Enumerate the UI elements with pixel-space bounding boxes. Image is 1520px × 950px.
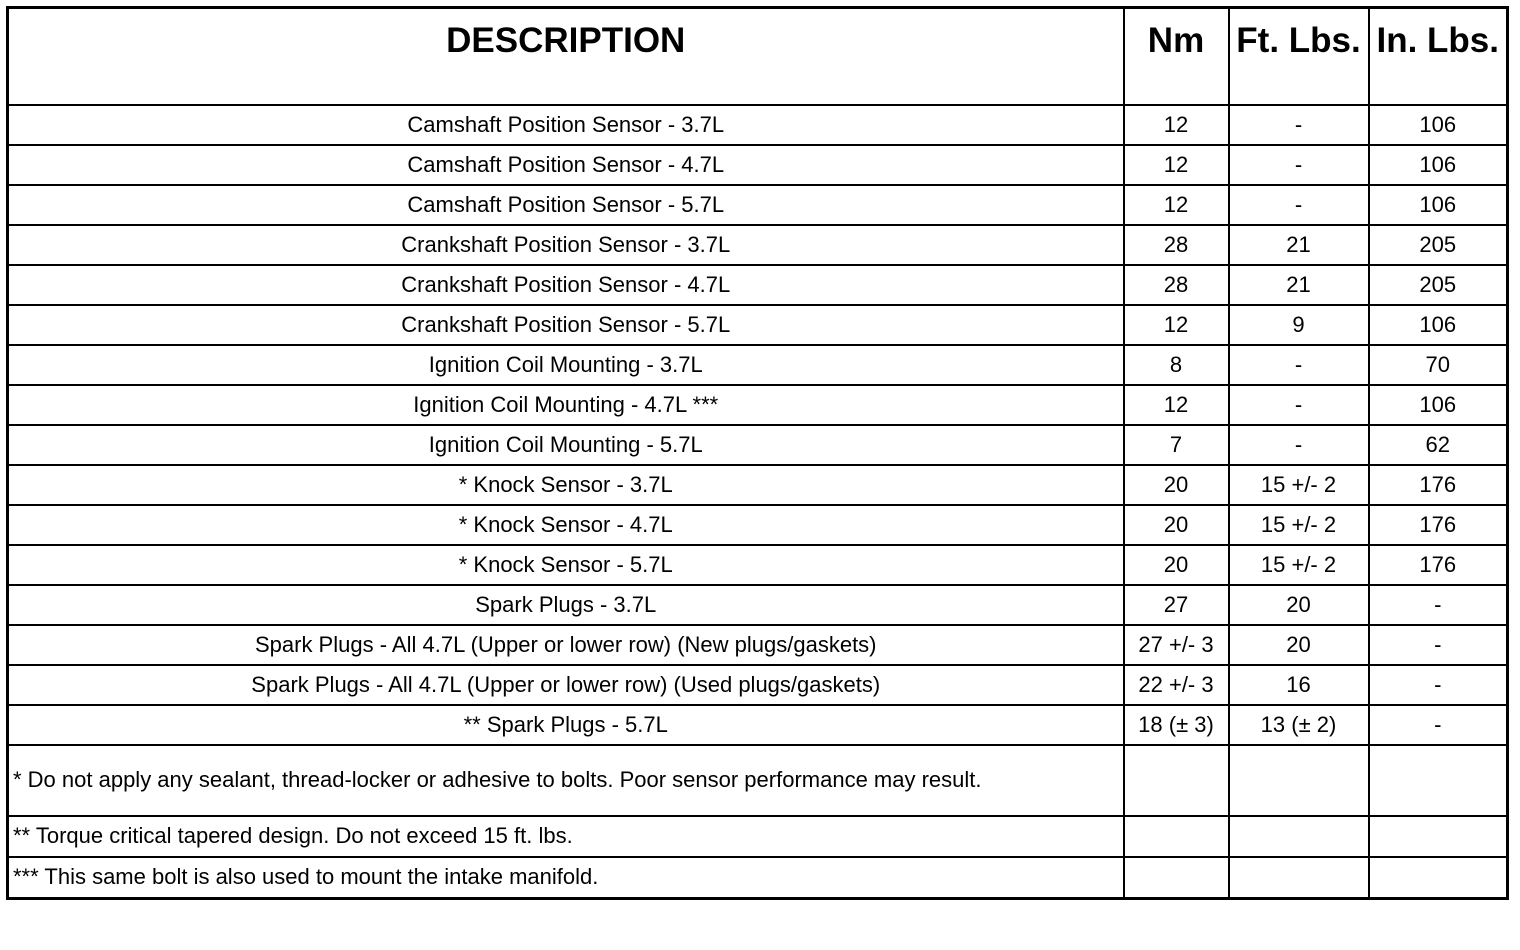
empty-cell — [1229, 857, 1369, 899]
footnote-intake-manifold: *** This same bolt is also used to mount the intake manifold. — [8, 857, 1124, 899]
cell-in-lbs: 106 — [1369, 105, 1508, 145]
table-row — [8, 305, 1508, 345]
cell-in-lbs: 106 — [1369, 185, 1508, 225]
cell-ft-lbs: 13 (± 2) — [1229, 705, 1369, 745]
cell-nm: 27 — [1124, 585, 1229, 625]
empty-cell — [1369, 857, 1508, 899]
cell-ft-lbs: 21 — [1229, 225, 1369, 265]
cell-nm: 12 — [1124, 305, 1229, 345]
empty-cell — [1124, 745, 1229, 816]
cell-nm: 28 — [1124, 265, 1229, 305]
cell-description: Camshaft Position Sensor - 5.7L — [8, 185, 1124, 225]
torque-spec-table — [6, 6, 1509, 900]
cell-description: * Knock Sensor - 5.7L — [8, 545, 1124, 585]
empty-cell — [1369, 816, 1508, 857]
cell-in-lbs: 106 — [1369, 305, 1508, 345]
table-row — [8, 665, 1508, 705]
empty-cell — [1229, 816, 1369, 857]
cell-nm: 28 — [1124, 225, 1229, 265]
cell-description: Camshaft Position Sensor - 3.7L — [8, 105, 1124, 145]
cell-ft-lbs: 15 +/- 2 — [1229, 465, 1369, 505]
cell-description: Spark Plugs - All 4.7L (Upper or lower row) (Used plugs/gaskets) — [8, 665, 1124, 705]
cell-in-lbs: 205 — [1369, 265, 1508, 305]
table-row — [8, 265, 1508, 305]
cell-nm: 27 +/- 3 — [1124, 625, 1229, 665]
cell-description: Spark Plugs - 3.7L — [8, 585, 1124, 625]
cell-in-lbs: 62 — [1369, 425, 1508, 465]
cell-nm: 7 — [1124, 425, 1229, 465]
cell-in-lbs: 106 — [1369, 385, 1508, 425]
empty-cell — [1229, 745, 1369, 816]
cell-ft-lbs: - — [1229, 185, 1369, 225]
table-row — [8, 425, 1508, 465]
cell-ft-lbs: - — [1229, 145, 1369, 185]
cell-description: Crankshaft Position Sensor - 5.7L — [8, 305, 1124, 345]
cell-in-lbs: - — [1369, 665, 1508, 705]
header-in-lbs: In. Lbs. — [1369, 8, 1508, 105]
cell-in-lbs: - — [1369, 705, 1508, 745]
cell-in-lbs: 176 — [1369, 465, 1508, 505]
cell-description: * Knock Sensor - 4.7L — [8, 505, 1124, 545]
table-header-row — [8, 8, 1508, 105]
table-row — [8, 145, 1508, 185]
cell-ft-lbs: 20 — [1229, 585, 1369, 625]
table-row — [8, 105, 1508, 145]
cell-description: Crankshaft Position Sensor - 3.7L — [8, 225, 1124, 265]
table-row — [8, 185, 1508, 225]
cell-nm: 18 (± 3) — [1124, 705, 1229, 745]
cell-ft-lbs: - — [1229, 425, 1369, 465]
cell-ft-lbs: - — [1229, 105, 1369, 145]
cell-description: Camshaft Position Sensor - 4.7L — [8, 145, 1124, 185]
header-description: DESCRIPTION — [8, 8, 1124, 105]
cell-nm: 22 +/- 3 — [1124, 665, 1229, 705]
cell-description: Crankshaft Position Sensor - 4.7L — [8, 265, 1124, 305]
footnote-torque-critical: ** Torque critical tapered design. Do not exceed 15 ft. lbs. — [8, 816, 1124, 857]
cell-in-lbs: 176 — [1369, 545, 1508, 585]
cell-nm: 12 — [1124, 145, 1229, 185]
cell-description: Ignition Coil Mounting - 4.7L *** — [8, 385, 1124, 425]
header-nm: Nm — [1124, 8, 1229, 105]
cell-description: Ignition Coil Mounting - 3.7L — [8, 345, 1124, 385]
footnote-row — [8, 745, 1508, 816]
cell-nm: 12 — [1124, 385, 1229, 425]
cell-ft-lbs: 20 — [1229, 625, 1369, 665]
cell-in-lbs: 205 — [1369, 225, 1508, 265]
cell-nm: 12 — [1124, 105, 1229, 145]
footnote-row — [8, 857, 1508, 899]
cell-nm: 8 — [1124, 345, 1229, 385]
cell-in-lbs: 106 — [1369, 145, 1508, 185]
footnote-sealant — [8, 745, 1124, 816]
table-row — [8, 505, 1508, 545]
cell-in-lbs: 70 — [1369, 345, 1508, 385]
table-row — [8, 385, 1508, 425]
header-ft-lbs: Ft. Lbs. — [1229, 8, 1369, 105]
table-row — [8, 585, 1508, 625]
cell-ft-lbs: 16 — [1229, 665, 1369, 705]
cell-ft-lbs: 9 — [1229, 305, 1369, 345]
table-row — [8, 705, 1508, 745]
cell-nm: 20 — [1124, 465, 1229, 505]
cell-in-lbs: 176 — [1369, 505, 1508, 545]
cell-description: Ignition Coil Mounting - 5.7L — [8, 425, 1124, 465]
cell-ft-lbs: - — [1229, 385, 1369, 425]
cell-description: ** Spark Plugs - 5.7L — [8, 705, 1124, 745]
cell-ft-lbs: - — [1229, 345, 1369, 385]
footnote-sealant-text: * Do not apply any sealant, thread-locker or adhesive to bolts. Poor sensor performance may result. — [13, 767, 982, 792]
cell-nm: 20 — [1124, 505, 1229, 545]
cell-in-lbs: - — [1369, 625, 1508, 665]
cell-ft-lbs: 15 +/- 2 — [1229, 545, 1369, 585]
cell-description: * Knock Sensor - 3.7L — [8, 465, 1124, 505]
cell-nm: 20 — [1124, 545, 1229, 585]
empty-cell — [1124, 816, 1229, 857]
empty-cell — [1369, 745, 1508, 816]
table-row — [8, 625, 1508, 665]
cell-description: Spark Plugs - All 4.7L (Upper or lower row) (New plugs/gaskets) — [8, 625, 1124, 665]
cell-ft-lbs: 21 — [1229, 265, 1369, 305]
empty-cell — [1124, 857, 1229, 899]
table-row — [8, 545, 1508, 585]
cell-nm: 12 — [1124, 185, 1229, 225]
table-row — [8, 345, 1508, 385]
cell-ft-lbs: 15 +/- 2 — [1229, 505, 1369, 545]
footnote-row — [8, 816, 1508, 857]
table-row — [8, 225, 1508, 265]
table-row — [8, 465, 1508, 505]
cell-in-lbs: - — [1369, 585, 1508, 625]
